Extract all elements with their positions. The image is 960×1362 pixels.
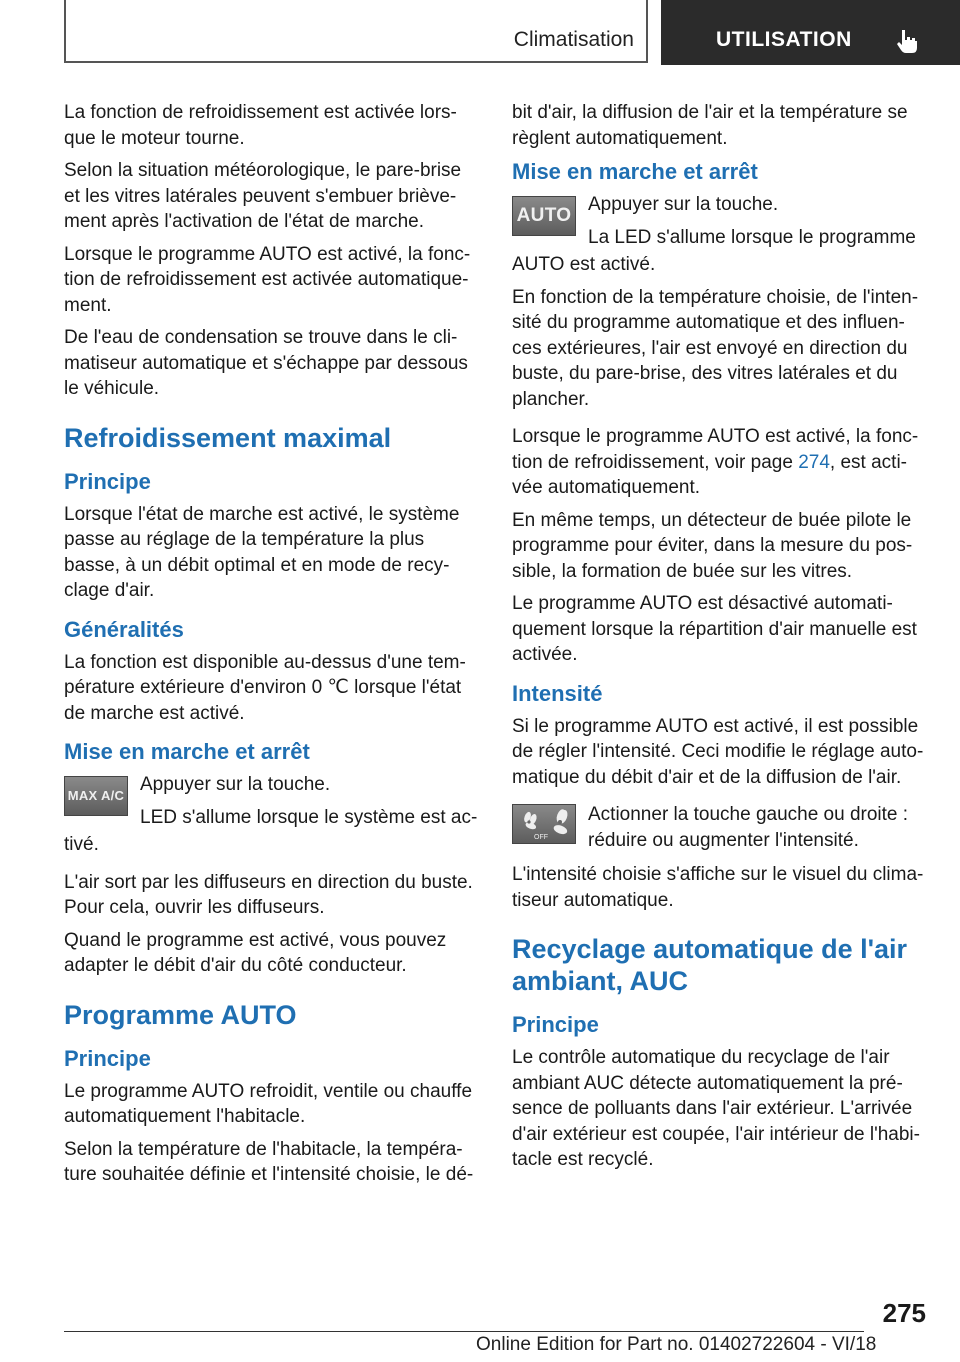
paragraph: En fonction de la température choisie, de l'inten-sité du programme automatique et des influen-ces extérieures, l'air est envoyé en direction du buste, du pare-brise, des vitres latérales et du plancher.	[512, 286, 919, 410]
paragraph: L'intensité choisie s'affiche sur le visuel du clima-tiseur automatique.	[512, 864, 924, 911]
heading-refroidissement-maximal: Refroidissement maximal	[64, 422, 392, 453]
right-column	[512, 100, 926, 1180]
auto-instruction	[512, 192, 926, 252]
heading-generalites: Généralités	[64, 616, 184, 642]
paragraph: Selon la température de l'habitacle, la tempéra-ture souhaitée définie et l'intensité choisie, le dé-	[64, 1138, 474, 1185]
max-ac-button-image: MAX A/C	[64, 776, 128, 816]
instruction-text: LED s'allume lorsque le système est ac-	[140, 806, 478, 828]
heading-principe: Principe	[512, 1012, 599, 1037]
heading-mise-en-marche: Mise en marche et arrêt	[512, 159, 758, 184]
paragraph: Selon la situation météorologique, le pare-brise et les vitres latérales peuvent s'embuer briève-ment après l'activation de l'état de marche.	[64, 160, 462, 232]
chapter-tab	[661, 0, 960, 65]
paragraph: La fonction est disponible au-dessus d'une tem-pérature extérieure d'environ 0 ℃ lorsque l'état de marche est activé.	[64, 651, 466, 724]
paragraph: Lorsque le programme AUTO est activé, la fonc-tion de refroidissement est activée automatique-ment.	[64, 243, 471, 316]
chapter-title: UTILISATION	[716, 28, 852, 51]
fan-buttons-icon	[512, 804, 576, 844]
heading-mise-en-marche: Mise en marche et arrêt	[64, 739, 310, 764]
paragraph: Si le programme AUTO est activé, il est possible de régler l'intensité. Ceci modifie le réglage auto-matique du débit d'air et de la diffusion de l'air.	[512, 715, 924, 788]
footer-divider	[64, 1331, 864, 1332]
paragraph: Le programme AUTO est désactivé automati-quement lorsque la répartition d'air manuelle est activée.	[512, 593, 917, 665]
auto-button-image: AUTO	[512, 196, 576, 236]
instruction-text: Actionner la touche gauche ou droite : réduire ou augmenter l'intensité.	[588, 804, 909, 851]
instruction-text: Appuyer sur la touche.	[140, 774, 331, 795]
paragraph-text: , est acti-vée automatiquement.	[512, 451, 907, 498]
instruction-text: tivé.	[64, 834, 99, 855]
section-title: Climatisation	[513, 28, 634, 51]
paragraph: Le contrôle automatique du recyclage de l'air ambiant AUC détecte automatiquement la pré-sence de polluants dans l'air extérieur. L'arrivée d'air extérieur est coupée, l'air intérieur de l'habi-tacle est recyclé.	[512, 1047, 920, 1170]
paragraph: L'air sort par les diffuseurs en direction du buste. Pour cela, ouvrir les diffuseurs.	[64, 871, 473, 918]
paragraph: Lorsque l'état de marche est activé, le système passe au réglage de la température la plus basse, à un débit optimal et en mode de recy-clage d'air.	[64, 503, 460, 601]
instruction-text: Appuyer sur la touche.	[588, 194, 779, 215]
instruction-text: La LED s'allume lorsque le programme	[588, 226, 916, 248]
pointing-hand-icon	[893, 26, 923, 56]
edition-note: Online Edition for Part no. 01402722604 - VI/18	[476, 1334, 877, 1355]
instruction-text: AUTO est activé.	[512, 254, 656, 275]
fan-off-label: OFF	[534, 834, 548, 841]
heading-principe: Principe	[64, 1045, 151, 1071]
fan-intensity-instruction	[512, 802, 926, 858]
paragraph: En même temps, un détecteur de buée pilote le programme pour éviter, dans la mesure du pos-sible, la formation de buée sur les vitres.	[512, 509, 913, 582]
section-header-box	[64, 0, 648, 63]
page-link[interactable]: 274	[798, 451, 830, 473]
paragraph: De l'eau de condensation se trouve dans le cli-matiseur automatique et s'échappe par dessous le véhicule.	[64, 327, 468, 399]
max-ac-instruction	[64, 772, 478, 832]
heading-intensite: Intensité	[512, 680, 603, 706]
paragraph: Quand le programme est activé, vous pouvez adapter le débit d'air du côté conducteur.	[64, 929, 447, 976]
paragraph: bit d'air, la diffusion de l'air et la température se règlent automatiquement.	[512, 102, 908, 149]
heading-programme-auto: Programme AUTO	[64, 999, 297, 1030]
paragraph: Le programme AUTO refroidit, ventile ou chauffe automatiquement l'habitacle.	[64, 1080, 473, 1127]
page-header	[0, 0, 960, 66]
heading-recyclage-auc: Recyclage automatique de l'air ambiant, AUC	[512, 934, 908, 996]
heading-principe: Principe	[64, 468, 151, 494]
page-number: 275	[882, 1298, 926, 1328]
left-column	[64, 100, 478, 1195]
paragraph	[512, 424, 926, 501]
paragraph-text: Lorsque le programme AUTO est activé, la fonc-tion de refroidissement, voir page	[512, 426, 919, 473]
paragraph: La fonction de refroidissement est activée lors-que le moteur tourne.	[64, 102, 457, 149]
